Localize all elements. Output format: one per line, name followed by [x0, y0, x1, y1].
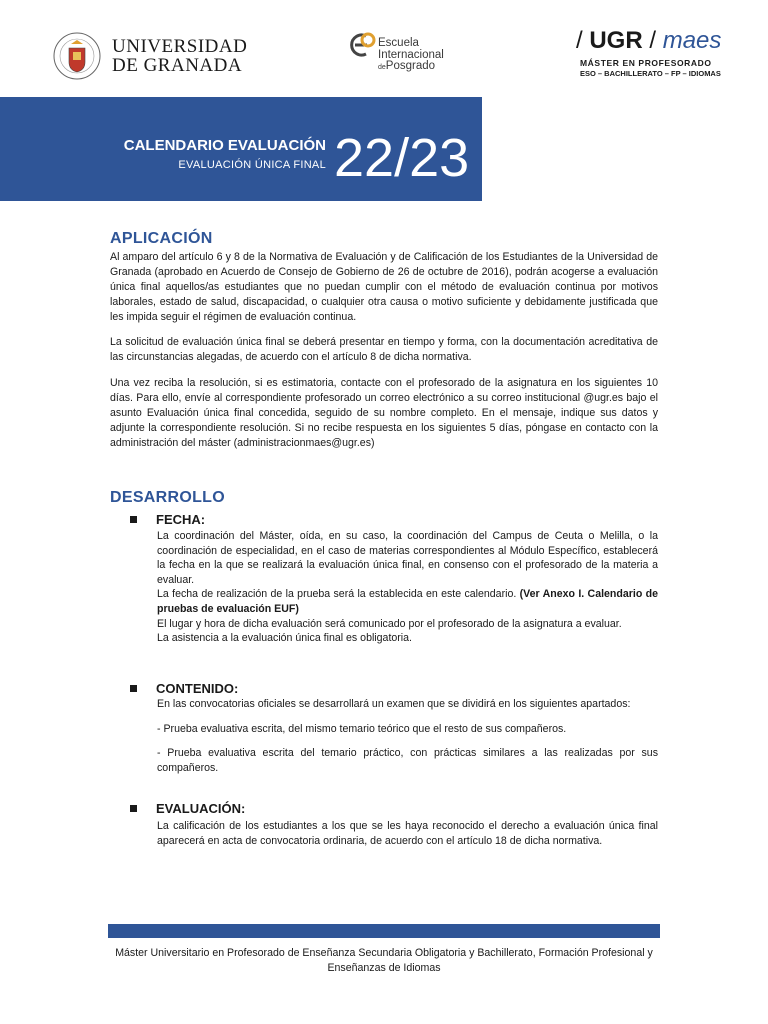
maes-levels: ESO – BACHILLERATO – FP – IDIOMAS [580, 69, 721, 78]
fecha-text-1: La coordinación del Máster, oída, en su caso, la coordinación del Campus de Ceuta o Melilla, o la coordinación de especialidad, en el caso de materias correspondientes al Módulo Específico, establecerá la fecha en la que se realizará la evaluación única final, en consenso con el profesorado de la materia a evaluar. [157, 530, 658, 586]
bullet-square-icon [130, 516, 137, 523]
footer-bar [108, 924, 660, 938]
fecha-text-3: El lugar y hora de dicha evaluación será comunicado por el profesorado de la asignatura a evaluar. [157, 617, 622, 630]
aplicacion-paragraph-3: Una vez reciba la resolución, si es estimatoria, contacte con el profesorado de la asignatura en los siguientes 10 días. Para ello, envíe al correspondiente profesorado un correo electrónico a su correo institucional @ugr.es bajo el asunto Evaluación única final concedida, seguido de su nombre completo. En el mensaje, indique sus datos y adjunte la correspondiente resolución. Si no recibe respuesta en los siguientes 5 días, póngase en contacto con la administración del máster (administracionmaes@ugr.es) [110, 377, 658, 449]
eip-mark-icon [346, 30, 376, 64]
ugr-name-line1: UNIVERSIDAD [112, 36, 248, 57]
banner-title: CALENDARIO EVALUACIÓN [123, 137, 326, 154]
fecha-text [157, 529, 658, 646]
eip-line3: Posgrado [385, 60, 436, 72]
contenido-text-1: En las convocatorias oficiales se desarrollará un examen que se dividirá en los siguientes apartados: [157, 698, 631, 710]
evaluacion-text [157, 819, 658, 848]
evaluacion-text-1: La calificación de los estudiantes a los que se les haya reconocido el derecho a evaluación única final aparecerá en acta de convocatoria ordinaria, de acuerdo con el artículo 18 de dicha normativa. [157, 820, 658, 847]
fecha-label: FECHA: [156, 512, 206, 527]
ugr-name-line2: DE GRANADA [112, 55, 243, 76]
eip-line2: Internacional [378, 48, 444, 61]
contenido-text-2: - Prueba evaluativa escrita, del mismo temario teórico que el resto de sus compañeros. [157, 722, 567, 735]
fecha-text-2: La fecha de realización de la prueba será la establecida en este calendario. [157, 588, 517, 601]
aplicacion-paragraph-2: La solicitud de evaluación única final se deberá presentar en tiempo y forma, con la documentación acreditativa de las circunstancias alegadas, de acuerdo con el artículo 8 de dicha normativa. [110, 336, 658, 363]
maes-subtitle: MÁSTER EN PROFESORADO [580, 58, 712, 68]
maes-logo: / UGR / maes MÁSTER EN PROFESORADO ESO – BACHILLERATO – FP – IDIOMAS [576, 27, 722, 78]
contenido-text-3: - Prueba evaluativa escrita del temario práctico, con prácticas similares a las realizadas por sus compañeros. [157, 747, 658, 774]
evaluacion-bullet [130, 801, 245, 816]
aplicacion-section [110, 250, 658, 451]
university-seal-icon [52, 28, 102, 84]
eip-line3-small: de [378, 64, 386, 71]
aplicacion-paragraph-1: Al amparo del artículo 6 y 8 de la Normativa de Evaluación y de Calificación de los Estudiantes de la Universidad de Granada (aprobado en Acuerdo de Consejo de Gobierno de 26 de octubre de 2016), podrán acogerse a evaluación única final aquellos/as estudiantes que no puedan cumplir con el método de evaluación continua por motivos laborales, estado de salud, discapacidad, o cualquier otra causa o motivo suficiente y debidamente justificada que les impida seguir el régimen de evaluación continua. [110, 251, 658, 323]
contenido-label: CONTENIDO: [156, 681, 239, 696]
aplicacion-heading: APLICACIÓN [110, 230, 213, 247]
maes-word: maes [662, 27, 722, 54]
maes-ugr: UGR [589, 27, 643, 54]
contenido-bullet [130, 681, 238, 696]
footer-text: Máster Universitario en Profesorado de Enseñanza Secundaria Obligatoria y Bachillerato, Formación Profesional y Enseñanzas de Idiomas [115, 947, 653, 974]
anexo-reference: (Ver Anexo I. Calendario de pruebas de evaluación EUF) [157, 588, 658, 615]
title-banner [0, 97, 482, 201]
eip-logo [346, 30, 444, 74]
evaluacion-label: EVALUACIÓN: [156, 801, 246, 816]
bullet-square-icon [130, 685, 137, 692]
banner-year: 22/23 [334, 128, 470, 188]
desarrollo-heading: DESARROLLO [110, 489, 225, 506]
fecha-text-4: La asistencia a la evaluación única final es obligatoria. [157, 632, 413, 645]
bullet-square-icon [130, 805, 137, 812]
eip-line1: Escuela [378, 37, 419, 49]
banner-subtitle: EVALUACIÓN ÚNICA FINAL [178, 159, 326, 171]
ugr-logo [52, 28, 247, 84]
contenido-text [157, 697, 658, 775]
fecha-bullet [130, 512, 205, 527]
